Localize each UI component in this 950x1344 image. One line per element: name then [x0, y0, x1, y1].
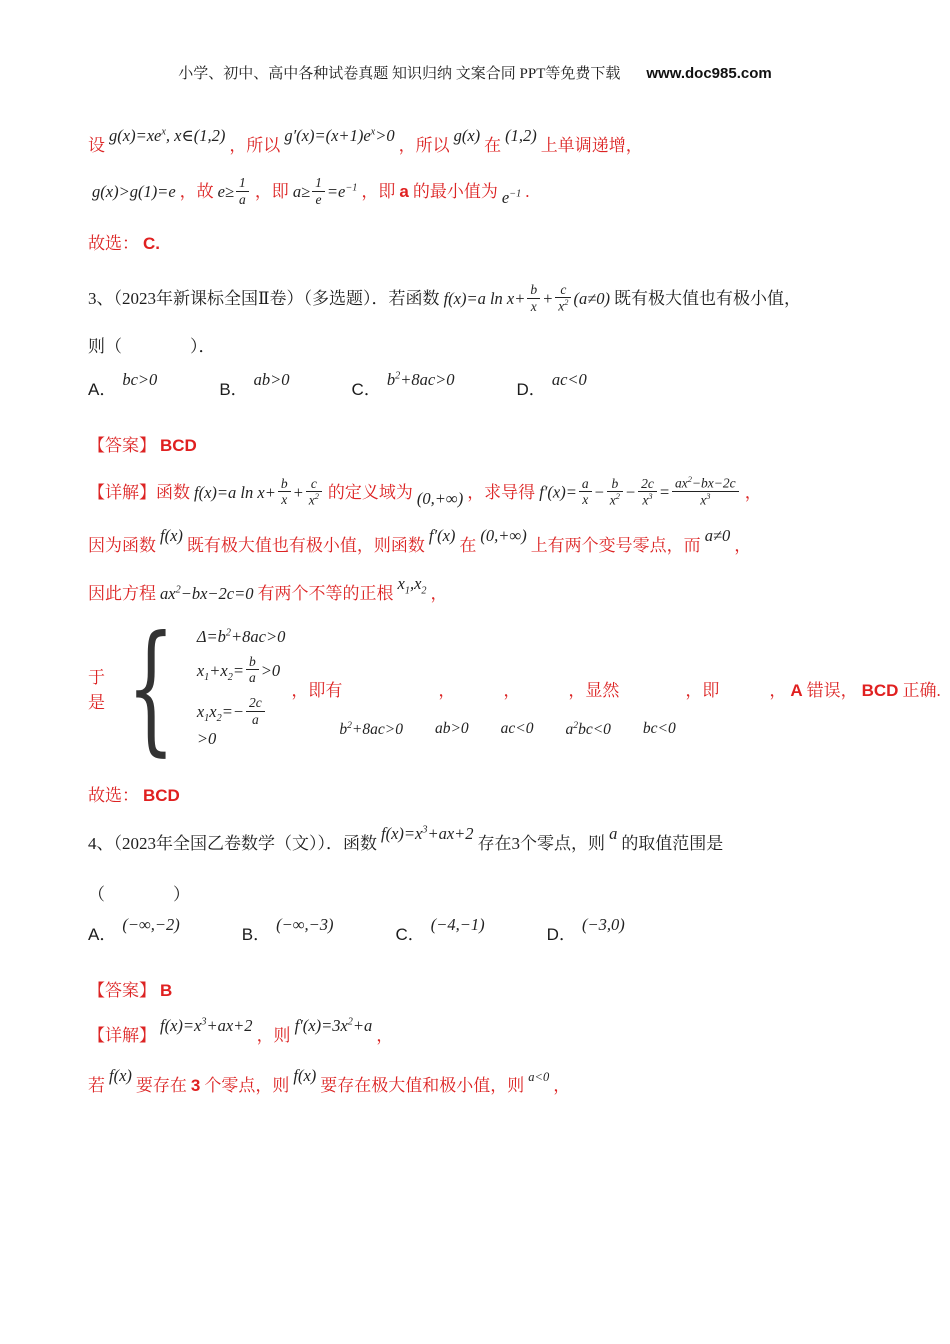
question3-detail-3 — [88, 573, 862, 609]
math-segment: $a^2bc<0$ — [565, 719, 611, 738]
math-segment: $b^2+8ac>0$ — [339, 719, 403, 738]
left-brace-icon: { — [126, 605, 176, 770]
text-segment: 3 — [190, 1076, 201, 1096]
text-segment: B． — [219, 379, 248, 399]
math-segment: $ax^2-bx-2c=0$ — [160, 583, 254, 603]
solution2-conclusion — [88, 231, 862, 257]
text-segment: 4、（2023年全国乙卷数学（文））．函数 — [88, 834, 377, 854]
equation-system-line — [88, 605, 941, 770]
conclusion-math-row — [335, 720, 703, 739]
text-segment: 有两个不等的正根 — [257, 583, 394, 603]
question4-answer — [88, 978, 862, 1004]
text-segment: ， — [503, 680, 521, 700]
text-segment: BCD — [143, 786, 180, 805]
math-segment: f(x) — [109, 1066, 132, 1086]
text-segment: 既有极大值也有极小值， — [614, 288, 802, 308]
math-segment: (0,+∞) — [480, 525, 527, 545]
text-segment: ， — [769, 680, 787, 700]
math-segment: g(x) — [453, 126, 481, 145]
text-segment: （ ） — [88, 884, 190, 904]
text-segment: ，即 — [685, 680, 720, 700]
question3-answer — [88, 433, 862, 459]
text-segment: ，故 — [179, 182, 214, 202]
text-segment: ，求导得 — [467, 482, 536, 502]
math-segment: $e^{-1}$ — [501, 188, 522, 208]
text-segment: 【答案】 — [88, 436, 156, 456]
text-segment: 要存在极大值和极小值，则 — [320, 1076, 525, 1096]
text-segment: 3、（2023年新课标全国Ⅱ卷）（多选题）．若函数 — [88, 288, 440, 308]
text-segment: a — [399, 182, 409, 202]
math-segment: (−∞,−3) — [276, 915, 334, 935]
equation-system — [197, 627, 286, 749]
text-segment: 设 — [88, 136, 105, 155]
text-segment: 故选： — [88, 234, 139, 254]
text-segment: 【详解】函数 — [88, 482, 190, 502]
math-segment: (−4,−1) — [430, 915, 485, 935]
text-segment: B． — [241, 925, 271, 945]
text-segment: BCD — [861, 680, 899, 700]
text-segment: ，所以 — [398, 136, 450, 155]
math-segment: f(x)=a ln x+ $\frac{b}{x}$ + $\frac{c}{x^2}$ (a≠0) — [443, 281, 611, 314]
math-segment: (−∞,−2) — [122, 915, 180, 935]
solution2-line-2 — [88, 177, 862, 209]
page-header — [0, 0, 950, 83]
math-segment: e≥ $\frac{1}{a}$ — [218, 177, 251, 209]
text-segment: A． — [88, 379, 117, 399]
math-segment: (0,+∞) — [416, 488, 464, 508]
text-segment: ，则 — [256, 1025, 291, 1045]
math-segment: ab>0 — [434, 719, 469, 737]
question3-detail-2 — [88, 525, 862, 559]
math-segment: $f(x)=x^3+ax+2$ — [160, 1015, 253, 1035]
text-segment: ， — [376, 1025, 394, 1045]
question3-options — [88, 369, 862, 403]
question4-options — [88, 915, 862, 948]
spacer — [520, 694, 568, 696]
math-segment: f(x)=a ln x+ $\frac{b}{x}$ + $\frac{c}{x^2}$ — [194, 478, 324, 511]
math-segment: $f'(x)=3x^2+a$ — [294, 1015, 373, 1035]
text-segment: 的取值范围是 — [621, 834, 724, 854]
system-conclusion — [291, 676, 941, 738]
text-segment: ， — [734, 535, 752, 555]
question3-conclusion — [88, 783, 862, 809]
text-segment: ， — [553, 1076, 571, 1096]
text-segment: BCD — [160, 436, 197, 456]
text-segment: 在 — [484, 136, 502, 155]
math-segment: f(x) — [293, 1066, 317, 1086]
spacer — [342, 694, 438, 696]
math-segment: ac<0 — [551, 369, 587, 389]
text-segment: 存在3个零点，则 — [477, 834, 606, 854]
text-segment: ， — [438, 680, 456, 700]
question3-stem — [88, 281, 862, 317]
text-segment: 要存在 — [135, 1076, 187, 1096]
math-segment: f(x) — [160, 525, 183, 545]
text-segment: D． — [546, 925, 576, 945]
math-segment: f′(x)= $\frac{a}{x}$ − $\frac{b}{x^2}$ − $\frac{2c}{x^3}$ = $\frac{ax^2-bx-2c}{x^3}$ — [539, 477, 741, 510]
document-body — [0, 126, 950, 1099]
math-segment: $g'(x)=(x+1)e^x>0$ — [284, 126, 395, 145]
text-segment: D． — [516, 379, 546, 399]
text-segment: B — [160, 981, 173, 1001]
question4-stem — [88, 824, 862, 857]
text-segment: ，显然 — [568, 680, 620, 700]
text-segment: 正确. — [902, 680, 941, 700]
math-segment: bc<0 — [642, 719, 676, 737]
text-segment: ，即 — [254, 182, 289, 202]
math-segment: a — [609, 824, 618, 844]
text-segment: ，所以 — [229, 136, 281, 155]
math-segment: (−3,0) — [581, 915, 625, 935]
question4-detail-2 — [88, 1066, 862, 1099]
question3-detail-1 — [88, 477, 862, 510]
header-link[interactable]: www.doc985.com — [646, 65, 772, 82]
text-segment: 的定义域为 — [327, 482, 413, 502]
text-segment: 则（ ）． — [88, 337, 216, 357]
text-segment: 【答案】 — [88, 981, 156, 1001]
question3-stem-2 — [88, 334, 862, 360]
conclusion-text-row — [291, 676, 940, 701]
text-segment: 于是 — [88, 668, 105, 712]
text-segment: C． — [351, 379, 381, 399]
math-segment: f′(x) — [428, 525, 456, 545]
math-segment: g(x)>g(1)=e — [92, 182, 176, 202]
math-segment: $x_1x_2=-$ $\frac{2c}{a}$ >0 — [197, 697, 286, 749]
text-segment: A — [790, 680, 803, 700]
math-segment: $g(x)=xe^x$, x∈(1,2) — [109, 126, 226, 145]
math-segment: a≥ $\frac{1}{e}$ $=e^{-1}$ — [292, 175, 358, 207]
text-segment: A． — [88, 925, 117, 945]
math-segment: $x_1+x_2=$ $\frac{b}{a}$ >0 — [196, 653, 281, 686]
text-segment: 因为函数 — [88, 535, 156, 555]
question4-stem-2 — [88, 882, 862, 908]
math-segment: bc>0 — [122, 369, 158, 389]
math-segment: $b^2+8ac>0$ — [386, 369, 455, 389]
math-segment: $\Delta=b^2+8ac>0$ — [196, 626, 286, 646]
math-segment: $x_1,x_2$ — [397, 573, 427, 597]
text-segment: 若 — [88, 1076, 105, 1096]
text-segment: . — [525, 182, 530, 202]
text-segment: 故选： — [88, 786, 139, 805]
solution2-line-1 — [88, 126, 862, 159]
math-segment: ab>0 — [253, 369, 290, 389]
text-segment: ，即有 — [291, 680, 343, 700]
math-segment: a<0 — [528, 1070, 550, 1085]
text-segment: 上单调递增， — [540, 136, 643, 155]
text-segment: 【详解】 — [88, 1025, 156, 1045]
spacer — [455, 694, 503, 696]
text-segment: ， — [744, 482, 762, 502]
header-text: 小学、初中、高中各种试卷真题 知识归纳 文案合同 PPT等免费下载 — [178, 66, 621, 82]
text-segment: C. — [143, 234, 160, 254]
text-segment: 的最小值为 — [412, 182, 498, 202]
math-segment: a≠0 — [704, 525, 731, 545]
spacer — [719, 694, 769, 696]
spacer — [619, 694, 685, 696]
text-segment: 既有极大值也有极小值，则函数 — [186, 535, 425, 555]
text-segment: 在 — [459, 535, 477, 555]
text-segment: 个零点，则 — [204, 1076, 290, 1096]
math-segment: $f(x)=x^3+ax+2$ — [381, 824, 474, 844]
text-segment: 上有两个变号零点，而 — [530, 535, 701, 555]
math-segment: (1,2) — [505, 126, 537, 145]
text-segment: 错误， — [806, 680, 858, 700]
text-segment: ，即 — [361, 182, 396, 202]
math-segment: ac<0 — [500, 719, 534, 737]
text-segment: 因此方程 — [88, 583, 156, 603]
text-segment: ， — [430, 583, 448, 603]
text-segment: C． — [395, 925, 425, 945]
question4-detail-1 — [88, 1015, 862, 1049]
